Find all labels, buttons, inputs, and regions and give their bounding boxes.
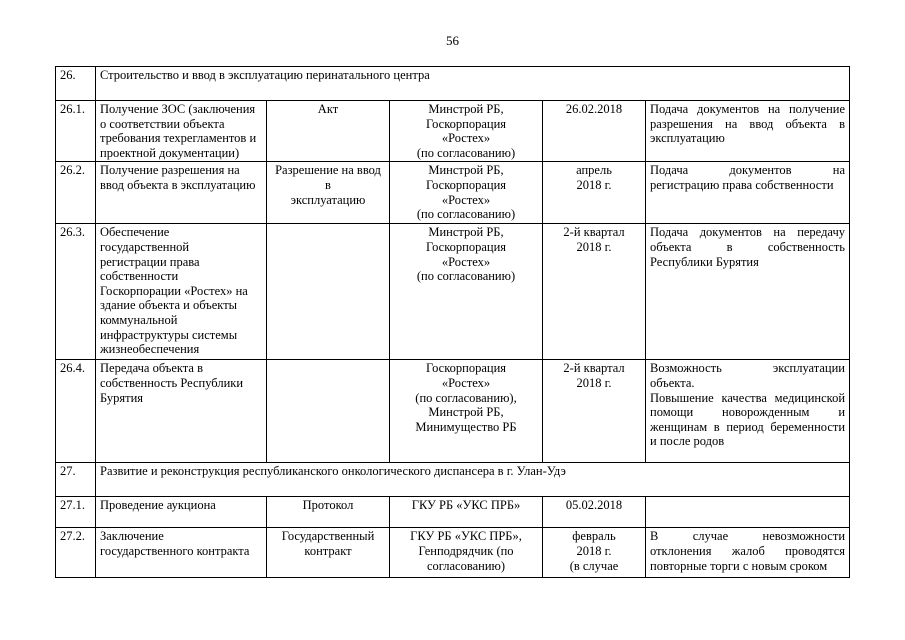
deadline-cell: [543, 162, 646, 224]
deadline-line: 2018 г.: [576, 177, 612, 192]
responsible-line: Госкорпорация: [425, 116, 507, 131]
event-line: собственности: [100, 269, 179, 284]
result-cell: [646, 528, 850, 578]
deadline-line: апрель: [576, 163, 612, 178]
event-line: государственного контракта: [100, 543, 250, 558]
result-line: повторные торги с новым сроком: [650, 558, 828, 573]
document-cell: [267, 101, 390, 162]
responsible-line: Минстрой РБ,: [428, 102, 504, 116]
deadline-cell: [543, 497, 646, 528]
document-cell: [267, 497, 390, 528]
event-line: Проведение аукциона: [100, 498, 216, 513]
table-row: [56, 360, 850, 463]
result-line: регистрацию права собственности: [650, 177, 834, 192]
responsible-line: «Ростех»: [441, 375, 491, 390]
table-row: [56, 497, 850, 528]
responsible-line: (по согласованию): [416, 207, 516, 222]
result-line: Подача документов на: [650, 163, 846, 178]
result-line: отклонения жалоб проводятся: [650, 543, 846, 558]
document-cell: [267, 360, 390, 463]
result-line: объекта в собственность: [650, 239, 846, 254]
event-line: государственной: [100, 239, 190, 254]
event-line: требования техрегламентов и: [100, 131, 257, 146]
table-row: [56, 528, 850, 578]
event-line: проектной документации): [100, 145, 240, 160]
section-title: Развитие и реконструкция республиканского онкологического диспансера в г. Улан-Удэ: [96, 463, 850, 497]
event-line: инфраструктуры системы: [100, 327, 238, 342]
responsible-line: Минстрой РБ,: [428, 225, 504, 240]
event-line: собственность Республики: [100, 375, 244, 390]
event-line: здание объекта и объекты: [100, 298, 238, 313]
responsible-line: (по согласованию): [416, 145, 516, 160]
deadline-line: (в случае: [569, 558, 619, 573]
event-line: ввод объекта в эксплуатацию: [100, 177, 256, 192]
result-line: эксплуатацию: [650, 131, 725, 146]
responsible-line: согласованию): [426, 558, 506, 573]
deadline-cell: [543, 224, 646, 360]
section-row: [56, 463, 850, 497]
section-title: Строительство и ввод в эксплуатацию перинатального центра: [96, 67, 850, 101]
document-line: эксплуатацию: [290, 192, 366, 207]
table-row: [56, 224, 850, 360]
responsible-line: (по согласованию): [416, 269, 516, 284]
document-cell: [267, 224, 390, 360]
event-line: о соответствии объекта: [100, 116, 225, 131]
deadline-line: февраль: [572, 529, 616, 544]
row-number: 26.: [56, 67, 96, 101]
document-line: Акт: [317, 102, 339, 116]
event-line: коммунальной: [100, 312, 178, 327]
result-cell: [646, 360, 850, 463]
table-row: [56, 101, 850, 162]
responsible-line: Минстрой РБ,: [428, 163, 504, 178]
result-line: В случае невозможности: [650, 529, 846, 544]
event-cell: [96, 497, 267, 528]
row-number: 27.1.: [56, 497, 96, 528]
deadline-cell: [543, 360, 646, 463]
document-line: Протокол: [302, 498, 354, 513]
event-line: Госкорпорации «Ростех» на: [100, 283, 248, 298]
deadline-line: 2-й квартал: [563, 225, 625, 240]
result-cell: [646, 497, 850, 528]
event-line: Обеспечение: [100, 225, 170, 240]
row-number: 26.1.: [56, 101, 96, 162]
responsible-cell: [390, 528, 543, 578]
row-number: 26.3.: [56, 224, 96, 360]
document-line: контракт: [304, 543, 352, 558]
result-cell: [646, 162, 850, 224]
responsible-line: «Ростех»: [441, 192, 491, 207]
responsible-cell: [390, 162, 543, 224]
result-line: и после родов: [650, 434, 725, 449]
result-line: Подача документов на передачу: [650, 225, 846, 240]
event-cell: [96, 224, 267, 360]
event-line: регистрации права: [100, 254, 200, 269]
deadline-line: 26.02.2018: [565, 102, 623, 116]
row-number: 27.2.: [56, 528, 96, 578]
document-cell: [267, 528, 390, 578]
row-number: 26.4.: [56, 360, 96, 463]
deadline-cell: [543, 101, 646, 162]
plan-table: [55, 66, 850, 578]
event-line: Бурятия: [100, 390, 144, 405]
responsible-cell: [390, 360, 543, 463]
result-line: Республики Бурятия: [650, 254, 759, 269]
responsible-line: Генподрядчик (по: [418, 543, 514, 558]
deadline-line: 2018 г.: [576, 239, 612, 254]
responsible-line: Минимущество РБ: [415, 419, 517, 434]
deadline-line: 2018 г.: [576, 543, 612, 558]
event-line: Получение ЗОС (заключения: [100, 102, 256, 116]
event-cell: [96, 162, 267, 224]
document-line: Разрешение на ввод в: [275, 163, 381, 192]
event-cell: [96, 101, 267, 162]
responsible-line: Госкорпорация: [425, 177, 507, 192]
document-cell: [267, 162, 390, 224]
responsible-line: Госкорпорация: [425, 361, 507, 376]
responsible-line: Госкорпорация: [425, 239, 507, 254]
responsible-cell: [390, 497, 543, 528]
result-line: женщинам в период беременности: [650, 419, 846, 434]
event-line: Заключение: [100, 529, 164, 544]
result-line: Повышение качества медицинской: [650, 390, 846, 405]
page-number: 56: [446, 33, 459, 48]
responsible-cell: [390, 224, 543, 360]
result-line: объекта.: [650, 375, 695, 390]
event-cell: [96, 360, 267, 463]
result-line: разрешения на ввод объекта в: [650, 116, 846, 131]
result-cell: [646, 101, 850, 162]
event-cell: [96, 528, 267, 578]
responsible-line: (по согласованию),: [415, 390, 517, 405]
responsible-line: «Ростех»: [441, 131, 491, 146]
table-row: [56, 162, 850, 224]
event-line: Получение разрешения на: [100, 163, 240, 178]
deadline-line: 2018 г.: [576, 375, 612, 390]
row-number: 26.2.: [56, 162, 96, 224]
event-line: Передача объекта в: [100, 361, 203, 376]
section-row: [56, 67, 850, 101]
responsible-line: ГКУ РБ «УКС ПРБ»: [411, 498, 521, 513]
deadline-line: 05.02.2018: [565, 498, 623, 513]
deadline-line: 2-й квартал: [563, 361, 625, 376]
row-number: 27.: [56, 463, 96, 497]
result-cell: [646, 224, 850, 360]
document-line: Государственный: [281, 529, 375, 544]
responsible-line: Минстрой РБ,: [428, 405, 504, 420]
responsible-line: «Ростех»: [441, 254, 491, 269]
deadline-cell: [543, 528, 646, 578]
result-line: помощи новорожденным и: [650, 405, 846, 420]
responsible-line: ГКУ РБ «УКС ПРБ»,: [410, 529, 522, 544]
responsible-cell: [390, 101, 543, 162]
result-line: Возможность эксплуатации: [650, 361, 846, 376]
event-line: жизнеобеспечения: [100, 342, 200, 357]
result-line: Подача документов на получение: [650, 102, 846, 116]
